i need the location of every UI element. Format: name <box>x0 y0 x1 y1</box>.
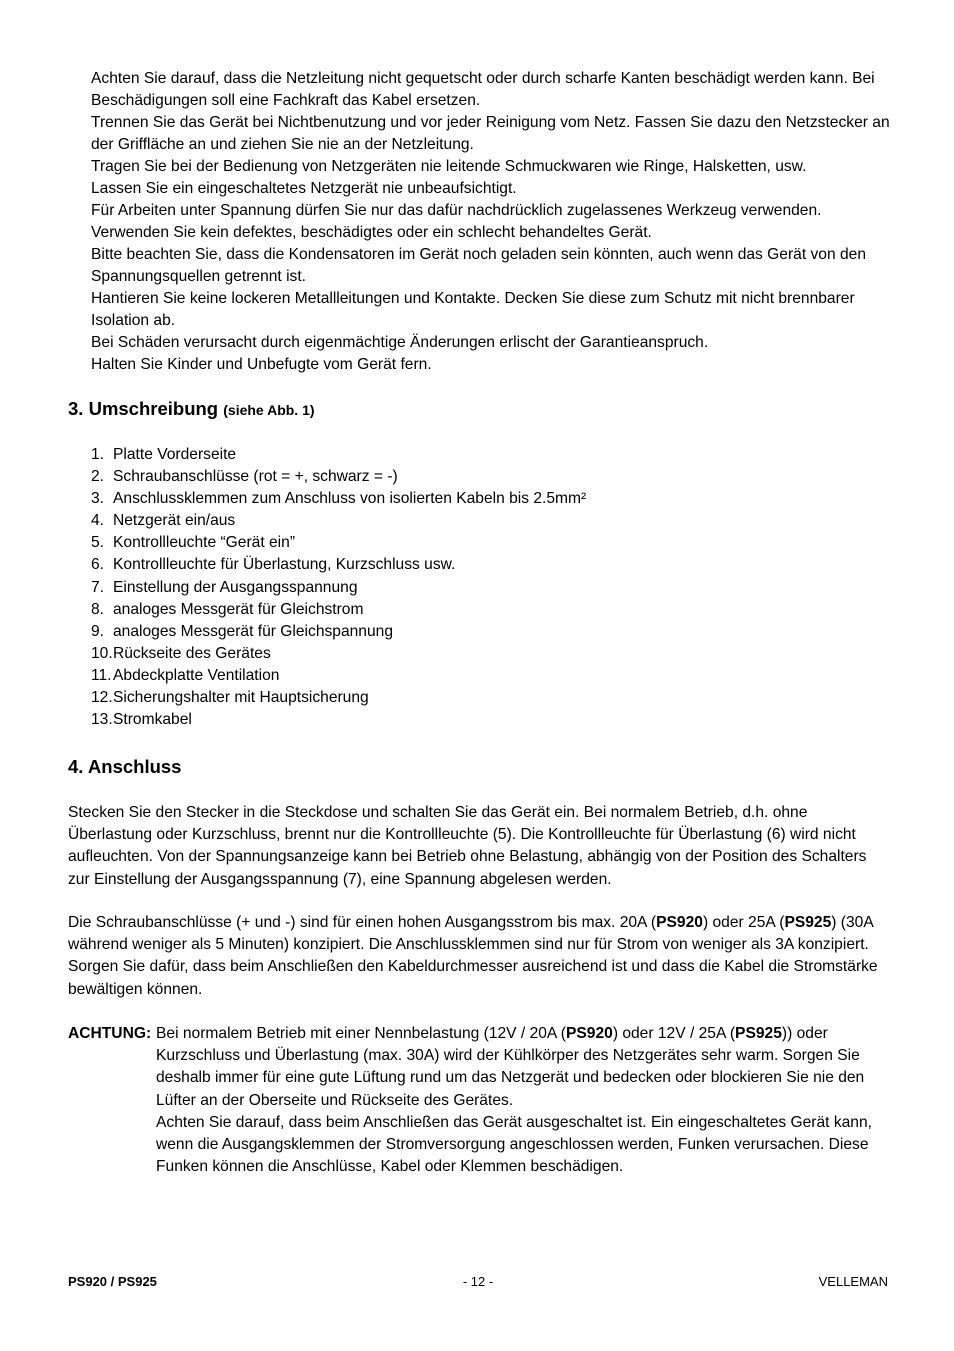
safety-paragraph: Tragen Sie bei der Bedienung von Netzgeräten nie leitende Schmuckwaren wie Ringe, Halsketten, usw. <box>91 158 807 175</box>
safety-paragraph: Achten Sie darauf, dass die Netzleitung nicht gequetscht oder durch scharfe Kanten beschädigt werden kann. Bei Beschädigungen soll eine Fachkraft das Kabel ersetzen. <box>91 70 875 109</box>
section-number: 3. <box>68 398 84 419</box>
section-title: Anschluss <box>87 756 182 777</box>
warning-block <box>68 1023 890 1178</box>
list-item: 8. analoges Messgerät für Gleichstrom <box>91 600 364 618</box>
list-item: 10. Rückseite des Gerätes <box>91 644 271 662</box>
list-item: 1. Platte Vorderseite <box>91 446 237 463</box>
safety-paragraph: Hantieren Sie keine lockeren Metallleitungen und Kontakte. Decken Sie diese zum Schutz mit nicht brennbarer Isolation ab. <box>91 290 855 329</box>
safety-paragraph: Lassen Sie ein eingeschaltetes Netzgerät nie unbeaufsichtigt. <box>91 180 517 197</box>
list-item: 13. Stromkabel <box>91 711 192 729</box>
component-list <box>91 444 891 731</box>
list-item: 9. analoges Messgerät für Gleichspannung <box>91 622 393 640</box>
safety-paragraph: Halten Sie Kinder und Unbefugte vom Gerät fern. <box>91 356 432 373</box>
list-item: 11. Abdeckplatte Ventilation <box>91 666 280 684</box>
section-title: Umschreibung <box>88 398 219 419</box>
safety-paragraph: Bei Schäden verursacht durch eigenmächtige Änderungen erlischt der Garantieanspruch. <box>91 334 709 351</box>
warning-label: ACHTUNG: <box>68 1025 152 1042</box>
safety-paragraph: Für Arbeiten unter Spannung dürfen Sie nur das dafür nachdrücklich zugelassenes Werkzeug verwenden. <box>91 202 822 219</box>
list-item: 7. Einstellung der Ausgangsspannung <box>91 578 358 596</box>
safety-paragraph: Bitte beachten Sie, dass die Kondensatoren im Gerät noch geladen sein könnten, auch wenn das Gerät von den Spannungsquellen getrennt ist. <box>91 246 867 285</box>
section-subtitle: (siehe Abb. 1) <box>223 402 315 418</box>
footer-model: PS920 / PS925 <box>68 1274 157 1289</box>
list-item: 6. Kontrollleuchte für Überlastung, Kurzschluss usw. <box>91 556 456 574</box>
list-item: 3. Anschlussklemmen zum Anschluss von isolierten Kabeln bis 2.5mm² <box>91 490 587 508</box>
terminal-paragraph: Die Schraubanschlüsse (+ und -) sind für einen hohen Ausgangsstrom bis max. 20A (PS920) oder 25A (PS925) (30A während weniger als 5 Minuten) konzipiert. Die Anschlussklemmen sind nur für Strom von weniger als 3A konzipiert. Sorgen Sie dafür, dass beim Anschließen den Kabeldurchmesser ausreichend ist und dass die Kabel die Stromstärke bewältigen können. <box>68 914 878 998</box>
list-item: 12. Sicherungshalter mit Hauptsicherung <box>91 689 369 707</box>
section-number: 4. <box>68 756 84 777</box>
page-footer <box>68 1274 888 1292</box>
model-name: PS920 <box>656 914 703 931</box>
warning-paragraph: Achten Sie darauf, dass beim Anschließen das Gerät ausgeschaltet ist. Ein eingeschaltetes Gerät kann, wenn die Ausgangsklemmen der Stromversorgung angeschlossen werden, Funken verursachen. Diese Funken können die Anschlüsse, Kabel oder Klemmen beschädigen. <box>156 1113 872 1176</box>
footer-brand: VELLEMAN <box>818 1274 888 1289</box>
list-item: 5. Kontrollleuchte “Gerät ein” <box>91 534 296 552</box>
model-name: PS925 <box>784 914 832 931</box>
model-name: PS925 <box>735 1025 782 1042</box>
warning-paragraph: Bei normalem Betrieb mit einer Nennbelastung (12V / 20A (PS920) oder 12V / 25A (PS925)) oder Kurzschluss und Überlastung (max. 30A) wird der Kühlkörper des Netzgerätes sehr warm. Sorgen Sie deshalb immer für eine gute Lüftung rund um das Netzgerät und bedecken oder blockieren Sie nie den Lüfter an der Oberseite und Rückseite des Gerätes. <box>156 1025 865 1109</box>
page-number: - 12 - <box>462 1274 494 1289</box>
safety-paragraph: Trennen Sie das Gerät bei Nichtbenutzung und vor jeder Reinigung vom Netz. Fassen Sie dazu den Netzstecker an der Griffläche an und ziehen Sie nie an der Netzleitung. <box>91 114 890 153</box>
model-name: PS920 <box>565 1025 613 1042</box>
list-item: 4. Netzgerät ein/aus <box>91 512 236 530</box>
warning-body <box>156 1023 890 1178</box>
section-4-heading <box>68 756 181 778</box>
safety-paragraph: Verwenden Sie kein defektes, beschädigtes oder ein schlecht behandeltes Gerät. <box>91 224 652 241</box>
safety-instructions <box>91 68 891 376</box>
list-item: 2. Schraubanschlüsse (rot = +, schwarz = -) <box>91 468 398 486</box>
section-3-heading <box>68 398 315 420</box>
connection-paragraph: Stecken Sie den Stecker in die Steckdose und schalten Sie das Gerät ein. Bei normalem Betrieb, d.h. ohne Überlastung oder Kurzschluss, brennt nur die Kontrollleuchte (5). Die Kontrollleuchte für Überlastung (6) wird nicht aufleuchten. Von der Spannungsanzeige kann bei Betrieb ohne Belastung, abhängig von der Position des Schalters zur Einstellung der Ausgangsspannung (7), eine Spannung abgelesen werden. <box>68 804 867 888</box>
